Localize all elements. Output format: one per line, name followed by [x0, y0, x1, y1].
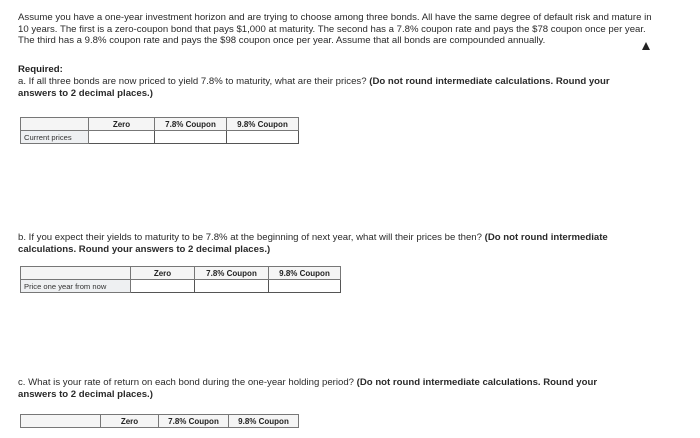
part-a-question [18, 76, 638, 99]
part-a-current-prices-row [21, 131, 299, 144]
column-header-coupon-9-8: 9.8% Coupon [269, 267, 341, 280]
required-heading: Required: [18, 64, 63, 75]
column-header-coupon-7-8: 7.8% Coupon [195, 267, 269, 280]
part-a-table [20, 117, 299, 144]
part-c-instruction: (Do not round intermediate calculations. Round your answers to 2 decimal places.) [18, 377, 598, 400]
part-a-question-text: a. If all three bonds are now priced to yield 7.8% to maturity, what are their prices? [18, 76, 367, 87]
part-c-question [18, 377, 638, 400]
part-b-table [20, 266, 341, 293]
mouse-cursor-icon [642, 42, 650, 50]
part-c-header-row [21, 415, 299, 428]
part-b-coupon-7-8-input[interactable] [198, 281, 265, 292]
problem-statement: Assume you have a one-year investment horizon and are trying to choose among three bonds. All have the same degree of default risk and mature in 10 years. The first is a zero-coupon bond that pays $1,000 at maturity. The second has a 7.8% coupon rate and pays the $78 coupon once per year. The third has a 9.8% coupon rate and pays the $98 coupon once per year. Assume that all bonds are compounded annually. [18, 12, 652, 47]
part-a-coupon-7-8-input[interactable] [158, 132, 223, 143]
part-b-coupon-9-8-input[interactable] [272, 281, 337, 292]
part-b-instruction: (Do not round intermediate calculations. Round your answers to 2 decimal places.) [18, 232, 608, 255]
part-b-zero-input[interactable] [134, 281, 191, 292]
header-blank-cell [21, 267, 131, 280]
column-header-zero: Zero [101, 415, 159, 428]
part-b-coupon-7-8-cell[interactable] [195, 280, 269, 293]
header-blank-cell [21, 118, 89, 131]
part-b-header-row [21, 267, 341, 280]
column-header-coupon-9-8: 9.8% Coupon [229, 415, 299, 428]
column-header-coupon-7-8: 7.8% Coupon [155, 118, 227, 131]
column-header-zero: Zero [89, 118, 155, 131]
part-b-coupon-9-8-cell[interactable] [269, 280, 341, 293]
part-a-zero-cell[interactable] [89, 131, 155, 144]
column-header-coupon-9-8: 9.8% Coupon [227, 118, 299, 131]
part-a-zero-input[interactable] [92, 132, 151, 143]
part-c-question-text: c. What is your rate of return on each bond during the one-year holding period? [18, 377, 354, 388]
part-a-coupon-7-8-cell[interactable] [155, 131, 227, 144]
part-a-header-row [21, 118, 299, 131]
header-blank-cell [21, 415, 101, 428]
part-a-coupon-9-8-input[interactable] [230, 132, 295, 143]
part-a-coupon-9-8-cell[interactable] [227, 131, 299, 144]
row-label-price-one-year: Price one year from now [21, 280, 131, 293]
column-header-zero: Zero [131, 267, 195, 280]
row-label-current-prices: Current prices [21, 131, 89, 144]
part-b-question-text: b. If you expect their yields to maturity to be 7.8% at the beginning of next year, what will their prices be then? [18, 232, 482, 243]
part-c-table [20, 414, 299, 428]
part-a-instruction: (Do not round intermediate calculations. Round your answers to 2 decimal places.) [18, 76, 610, 99]
part-b-price-next-year-row [21, 280, 341, 293]
part-b-question [18, 232, 638, 255]
column-header-coupon-7-8: 7.8% Coupon [159, 415, 229, 428]
part-b-zero-cell[interactable] [131, 280, 195, 293]
